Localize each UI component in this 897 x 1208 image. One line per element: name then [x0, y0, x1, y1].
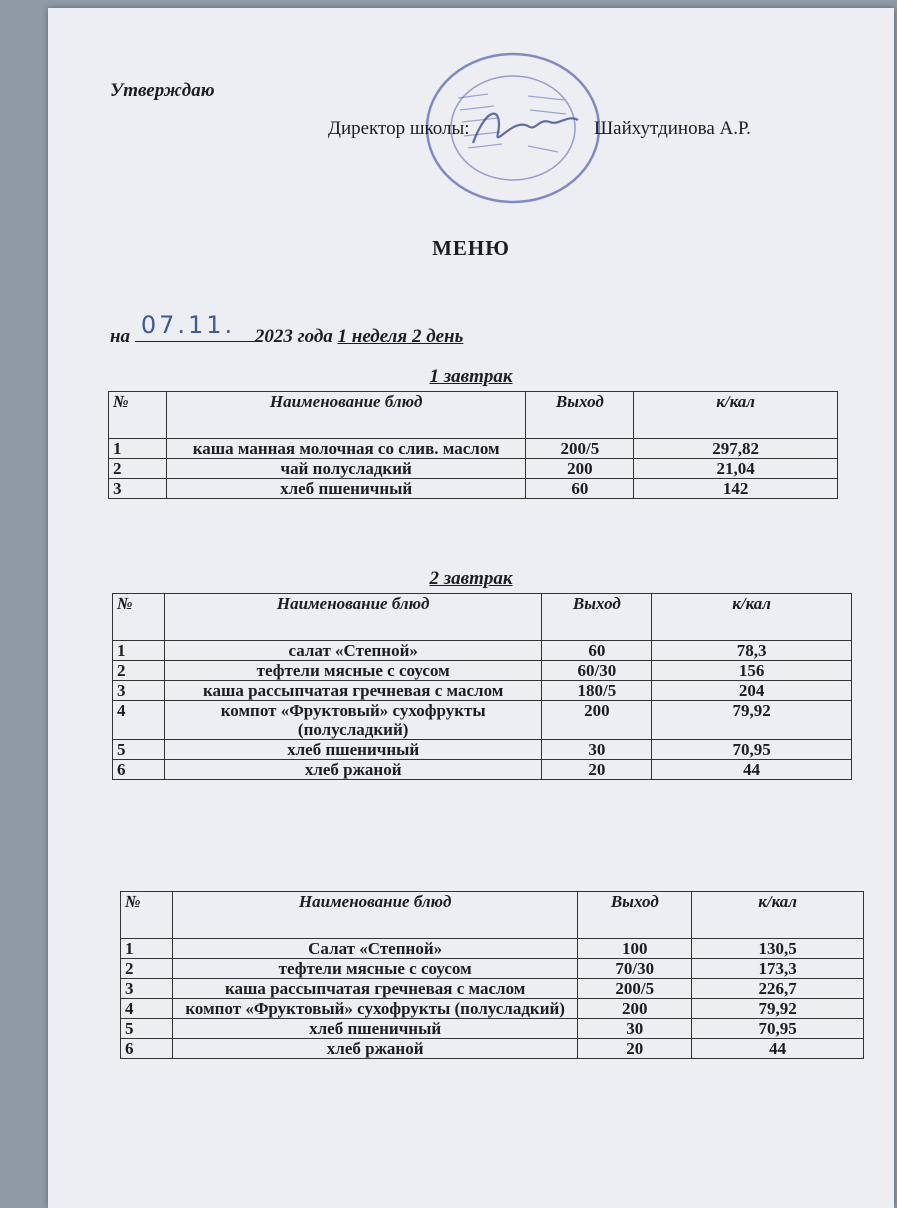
col-num-header: №: [121, 892, 173, 939]
dish-name: Салат «Степной»: [172, 939, 577, 959]
dish-kcal: 142: [634, 479, 838, 499]
dish-name: каша рассыпчатая гречневая с маслом: [172, 979, 577, 999]
col-yield-header: Выход: [526, 392, 634, 439]
row-number: 2: [121, 959, 173, 979]
dish-yield: 100: [578, 939, 692, 959]
col-num-header: №: [113, 594, 165, 641]
dish-name: хлеб пшеничный: [166, 479, 525, 499]
dish-yield: 60/30: [542, 661, 652, 681]
year-text: 2023 года: [254, 326, 333, 347]
date-prefix: на: [110, 326, 131, 347]
dish-yield: 200: [578, 999, 692, 1019]
dish-yield: 70/30: [578, 959, 692, 979]
dish-kcal: 44: [652, 760, 852, 780]
table-row: [121, 1039, 864, 1059]
row-number: 6: [121, 1039, 173, 1059]
row-number: 1: [109, 439, 167, 459]
page-title: МЕНЮ: [432, 236, 510, 260]
row-number: 1: [121, 939, 173, 959]
row-number: 3: [113, 681, 165, 701]
dish-kcal: 79,92: [652, 701, 852, 740]
col-name-header: Наименование блюд: [166, 392, 525, 439]
director-name: Шайхутдинова А.Р.: [594, 118, 751, 139]
table-row: [113, 760, 852, 780]
row-number: 4: [113, 701, 165, 740]
approve-label: Утверждаю: [110, 80, 215, 101]
col-yield-header: Выход: [578, 892, 692, 939]
dish-name: салат «Степной»: [164, 641, 541, 661]
dish-yield: 30: [578, 1019, 692, 1039]
table-row: [113, 661, 852, 681]
row-number: 3: [109, 479, 167, 499]
row-number: 1: [113, 641, 165, 661]
week-day: 1 неделя 2 день: [337, 326, 464, 347]
handwritten-date: 07.11.: [140, 311, 236, 339]
dish-kcal: 130,5: [692, 939, 864, 959]
col-kcal-header: к/кал: [652, 594, 852, 641]
dish-kcal: 156: [652, 661, 852, 681]
dish-yield: 60: [542, 641, 652, 661]
dish-kcal: 173,3: [692, 959, 864, 979]
dish-yield: 200: [542, 701, 652, 740]
table-row: [113, 641, 852, 661]
date-line: [110, 311, 464, 348]
dish-name: хлеб ржаной: [172, 1039, 577, 1059]
table-row: [113, 681, 852, 701]
breakfast1-table: [108, 391, 838, 499]
dish-kcal: 297,82: [634, 439, 838, 459]
dish-name: хлеб пшеничный: [172, 1019, 577, 1039]
col-name-header: Наименование блюд: [172, 892, 577, 939]
director-signature-line: [328, 118, 751, 140]
table-header-row: [121, 892, 864, 939]
table-row: [121, 1019, 864, 1039]
dish-kcal: 78,3: [652, 641, 852, 661]
col-kcal-header: к/кал: [692, 892, 864, 939]
row-number: 5: [113, 740, 165, 760]
dish-name: хлеб ржаной: [164, 760, 541, 780]
table-row: [109, 439, 838, 459]
row-number: 2: [109, 459, 167, 479]
row-number: 4: [121, 999, 173, 1019]
table-row: [113, 701, 852, 740]
dish-yield: 200/5: [526, 439, 634, 459]
row-number: 5: [121, 1019, 173, 1039]
director-label: Директор школы:: [328, 118, 470, 139]
table-header-row: [113, 594, 852, 641]
dish-yield: 20: [578, 1039, 692, 1059]
dish-yield: 200/5: [578, 979, 692, 999]
col-num-header: №: [109, 392, 167, 439]
breakfast2-title: 2 завтрак: [429, 568, 513, 589]
dish-kcal: 70,95: [692, 1019, 864, 1039]
dish-kcal: 79,92: [692, 999, 864, 1019]
dish-yield: 20: [542, 760, 652, 780]
dish-kcal: 21,04: [634, 459, 838, 479]
dish-kcal: 226,7: [692, 979, 864, 999]
document-sheet: [48, 8, 894, 1208]
breakfast1-title: 1 завтрак: [429, 366, 513, 387]
dish-yield: 180/5: [542, 681, 652, 701]
dish-name: хлеб пшеничный: [164, 740, 541, 760]
table-row: [109, 479, 838, 499]
breakfast2-table: [112, 593, 852, 780]
table-row: [121, 959, 864, 979]
dish-yield: 30: [542, 740, 652, 760]
dish-yield: 60: [526, 479, 634, 499]
table-row: [121, 999, 864, 1019]
dish-kcal: 44: [692, 1039, 864, 1059]
dish-name: каша манная молочная со слив. маслом: [166, 439, 525, 459]
col-yield-header: Выход: [542, 594, 652, 641]
table-header-row: [109, 392, 838, 439]
dish-name: тефтели мясные с соусом: [164, 661, 541, 681]
dish-kcal: 204: [652, 681, 852, 701]
row-number: 3: [121, 979, 173, 999]
col-kcal-header: к/кал: [634, 392, 838, 439]
table-row: [109, 459, 838, 479]
table-row: [121, 939, 864, 959]
dish-kcal: 70,95: [652, 740, 852, 760]
table-row: [121, 979, 864, 999]
row-number: 2: [113, 661, 165, 681]
dish-name: каша рассыпчатая гречневая с маслом: [164, 681, 541, 701]
dish-name: тефтели мясные с соусом: [172, 959, 577, 979]
dish-name: компот «Фруктовый» сухофрукты (полусладкий): [172, 999, 577, 1019]
lunch-table: [120, 891, 864, 1059]
dish-name: чай полусладкий: [166, 459, 525, 479]
dish-name: компот «Фруктовый» сухофрукты (полусладкий): [164, 701, 541, 740]
dish-yield: 200: [526, 459, 634, 479]
col-name-header: Наименование блюд: [164, 594, 541, 641]
table-row: [113, 740, 852, 760]
row-number: 6: [113, 760, 165, 780]
date-blank: [135, 311, 255, 342]
